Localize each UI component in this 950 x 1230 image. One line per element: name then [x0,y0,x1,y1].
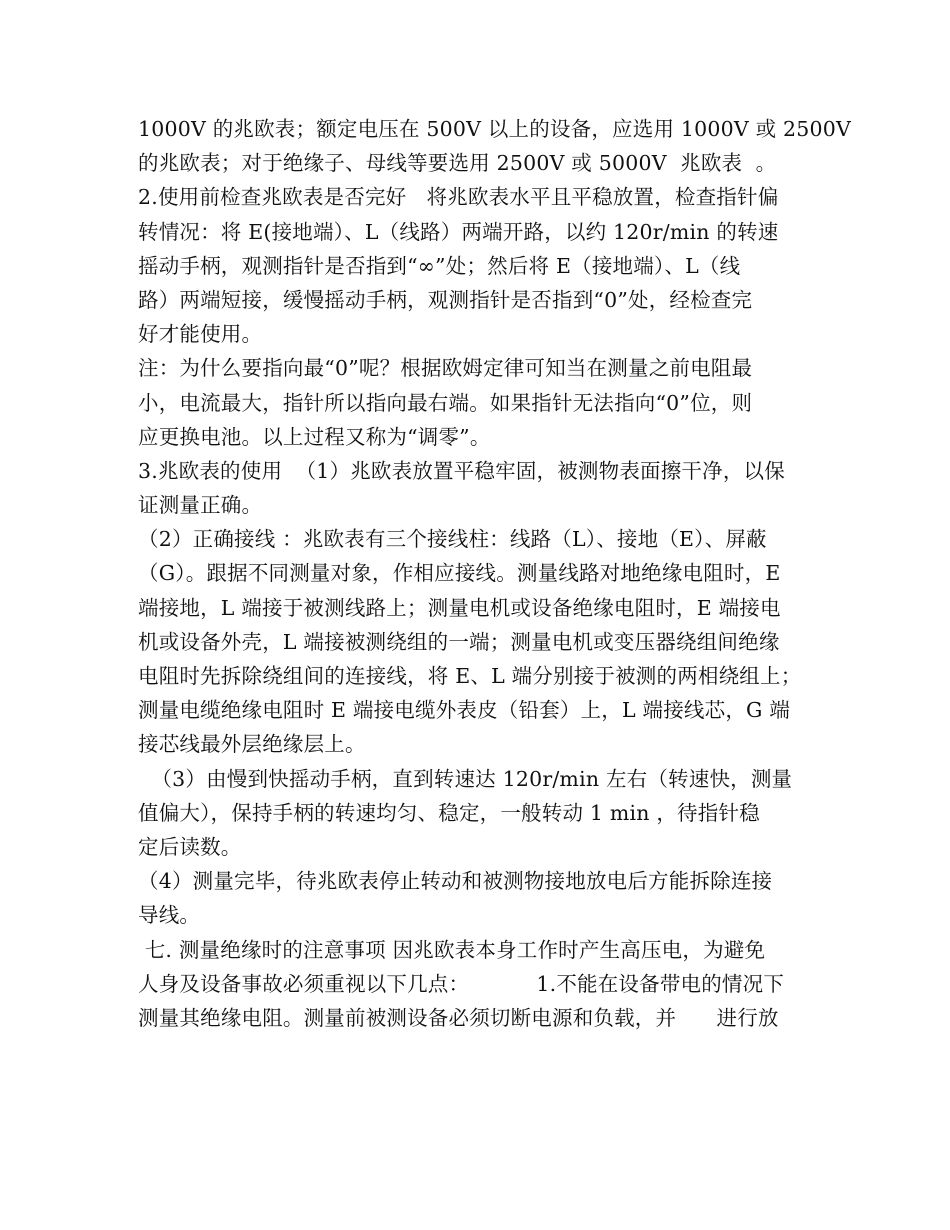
text-line: 注：为什么要指向最“0”呢？根据欧姆定律可知当在测量之前电阻最 [138,356,753,381]
text-line: 机或设备外壳，L 端接被测绕组的一端；测量电机或变压器绕组间绝缘 [138,629,780,654]
text-line: 接芯线最外层绝缘层上。 [138,732,366,757]
text-line: 应更换电池。以上过程又称为“调零”。 [138,424,491,449]
text-line: 转情况：将 E(接地端）、L（线路）两端开路，以约 120r/min 的转速 [138,219,779,244]
text-line: 的兆欧表；对于绝缘子、母线等要选用 2500V 或 5000V 兆欧表 。 [138,151,777,176]
text-line: 1000V 的兆欧表；额定电压在 500V 以上的设备，应选用 1000V 或 2500V [138,117,851,141]
text-line: （4）测量完毕，待兆欧表停止转动和被测物接地放电后方能拆除连接 [138,869,773,894]
text-line: 测量其绝缘电阻。测量前被测设备必须切断电源和负载，并 进行放 [138,1005,779,1030]
document-body [138,112,851,1035]
text-line: （G）。跟据不同测量对象，作相应接线。测量线路对地绝缘电阻时，E [138,561,781,586]
text-line: 导线。 [138,903,201,928]
text-line: 人身及设备事故必须重视以下几点： 1.不能在设备带电的情况下 [138,971,785,996]
text-line: 测量电缆绝缘电阻时 E 端接电缆外表皮（铅套）上，L 端接线芯，G 端 [138,698,791,723]
text-line: 值偏大），保持手柄的转速均匀、稳定，一般转动 1 min ，待指针稳 [138,800,760,825]
text-line: 七. 测量绝缘时的注意事项 因兆欧表本身工作时产生高压电，为避免 [138,937,766,962]
text-line: 小，电流最大，指针所以指向最右端。如果指针无法指向“0”位，则 [138,390,753,415]
text-line: 摇动手柄，观测指针是否指到“∞”处；然后将 E（接地端）、L（线 [138,253,741,278]
text-line: 好才能使用。 [138,322,263,347]
text-line: 路）两端短接，缓慢摇动手柄，观测指针是否指到“0”处，经检查完 [138,287,753,312]
text-line: 电阻时先拆除绕组间的连接线，将 E、L 端分别接于被测的两相绕组上； [138,664,802,688]
text-line: 2.使用前检查兆欧表是否完好 将兆欧表水平且平稳放置，检查指针偏 [138,185,779,210]
text-line: （3）由慢到快摇动手柄，直到转速达 120r/min 左右（转速快，测量 [138,766,793,791]
text-line: 3.兆欧表的使用 （1）兆欧表放置平稳牢固，被测物表面擦干净，以保 [138,458,785,483]
text-line: 定后读数。 [138,834,242,859]
text-line: 端接地，L 端接于被测线路上；测量电机或设备绝缘电阻时，E 端接电 [138,595,781,620]
text-line: 证测量正确。 [138,493,263,518]
text-line: （2）正确接线 ：兆欧表有三个接线柱：线路（L）、接地（E）、屏蔽 [138,527,767,552]
